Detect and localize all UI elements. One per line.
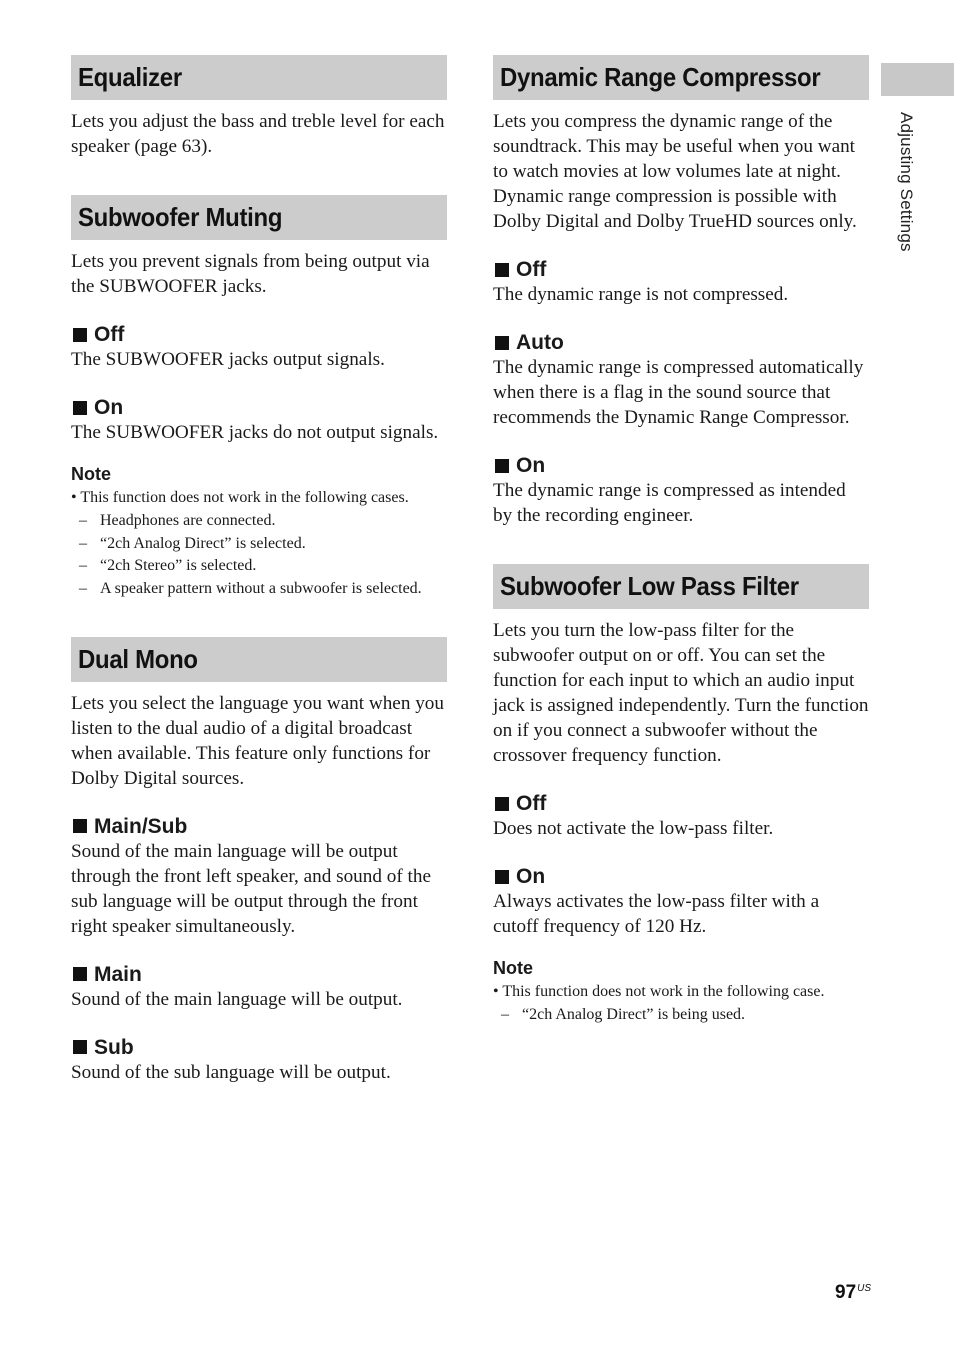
page-number-value: 97 (835, 1282, 857, 1303)
option-heading-main (71, 962, 447, 987)
section-title: Dynamic Range Compressor (500, 62, 821, 92)
option-description: Sound of the main language will be output. (71, 988, 403, 1010)
option-label: Off (94, 323, 125, 346)
square-bullet-icon (73, 401, 87, 415)
note-heading: Note (71, 464, 111, 484)
note-bullet: • This function does not work in the following case. (493, 983, 825, 1000)
option-label: Auto (516, 331, 564, 354)
option-description: The dynamic range is compressed as intended by the recording engineer. (493, 480, 846, 526)
section-title: Subwoofer Muting (78, 202, 283, 232)
option-description: The dynamic range is not compressed. (493, 284, 789, 305)
section-tab-marker (881, 63, 954, 96)
option-description: The SUBWOOFER jacks do not output signals. (71, 422, 439, 443)
note-heading: Note (493, 958, 533, 978)
option-description: Does not activate the low-pass filter. (493, 818, 774, 839)
option-label: On (516, 454, 546, 477)
option-heading-auto (493, 330, 869, 355)
note-case: – “2ch Stereo” is selected. (71, 555, 447, 578)
option-label: Off (516, 258, 547, 281)
note-case: – “2ch Analog Direct” is being used. (493, 1004, 869, 1027)
option-heading-main-sub (71, 814, 447, 839)
option-label: Sub (94, 1035, 134, 1059)
option-heading-off (493, 791, 869, 816)
section-heading-subwoofer-muting (71, 195, 447, 240)
square-bullet-icon (73, 328, 87, 342)
option-description: Sound of the main language will be output through the front left speaker, and sound of the sub language will be output through the front right speaker simultaneously. (71, 840, 431, 937)
left-column (71, 55, 447, 1085)
section-title: Subwoofer Low Pass Filter (500, 571, 799, 601)
section-heading-dynamic-range-compressor (493, 55, 869, 100)
dual-mono-description: Lets you select the language you want when you listen to the dual audio of a digital broadcast when available. This feature only functions for Dolby Digital sources. (71, 692, 444, 789)
square-bullet-icon (73, 967, 87, 981)
note-case: – A speaker pattern without a subwoofer is selected. (71, 578, 447, 601)
section-title: Equalizer (78, 62, 182, 92)
section-title: Dual Mono (78, 643, 198, 674)
option-label: Main (94, 962, 142, 986)
option-heading-on (71, 395, 447, 420)
square-bullet-icon (495, 797, 509, 811)
page-number (835, 1282, 871, 1304)
option-label: Main/Sub (94, 814, 188, 838)
equalizer-description: Lets you adjust the bass and treble level for each speaker (page 63). (71, 111, 445, 157)
section-side-label: Adjusting Settings (897, 112, 916, 252)
option-label: Off (516, 792, 547, 815)
subwoofer-muting-description: Lets you prevent signals from being output via the SUBWOOFER jacks. (71, 251, 430, 297)
right-column (493, 55, 869, 1027)
option-heading-off (71, 322, 447, 347)
option-heading-on (493, 453, 869, 478)
section-heading-dual-mono (71, 637, 447, 682)
option-description: Sound of the sub language will be output. (71, 1061, 391, 1083)
section-heading-equalizer (71, 55, 447, 100)
square-bullet-icon (495, 459, 509, 473)
note-case: – Headphones are connected. (71, 510, 447, 533)
lpf-description: Lets you turn the low-pass filter for the subwoofer output on or off. You can set the function for each input to which an audio input jack is assigned independently. Turn the function on if you connect a subwoofer without the crossover frequency function. (493, 620, 869, 766)
section-heading-subwoofer-low-pass-filter (493, 564, 869, 609)
drc-description: Lets you compress the dynamic range of the soundtrack. This may be useful when you want to watch movies at low volumes late at night. Dynamic range compression is possible with Dolby Digital and Dolby TrueHD sources only. (493, 111, 857, 232)
option-heading-off (493, 257, 869, 282)
square-bullet-icon (495, 263, 509, 277)
square-bullet-icon (73, 1040, 87, 1054)
square-bullet-icon (495, 870, 509, 884)
option-label: On (516, 865, 546, 888)
option-heading-sub (71, 1035, 447, 1060)
note-bullet: • This function does not work in the following cases. (71, 489, 409, 506)
option-description: Always activates the low-pass filter with a cutoff frequency of 120 Hz. (493, 891, 820, 937)
option-heading-on (493, 864, 869, 889)
page-region-suffix: US (857, 1283, 872, 1294)
note-case: – “2ch Analog Direct” is selected. (71, 533, 447, 556)
option-description: The SUBWOOFER jacks output signals. (71, 349, 385, 370)
option-label: On (94, 396, 124, 419)
square-bullet-icon (495, 336, 509, 350)
square-bullet-icon (73, 819, 87, 833)
option-description: The dynamic range is compressed automatically when there is a flag in the sound source that recommends the Dynamic Range Compressor. (493, 357, 864, 428)
